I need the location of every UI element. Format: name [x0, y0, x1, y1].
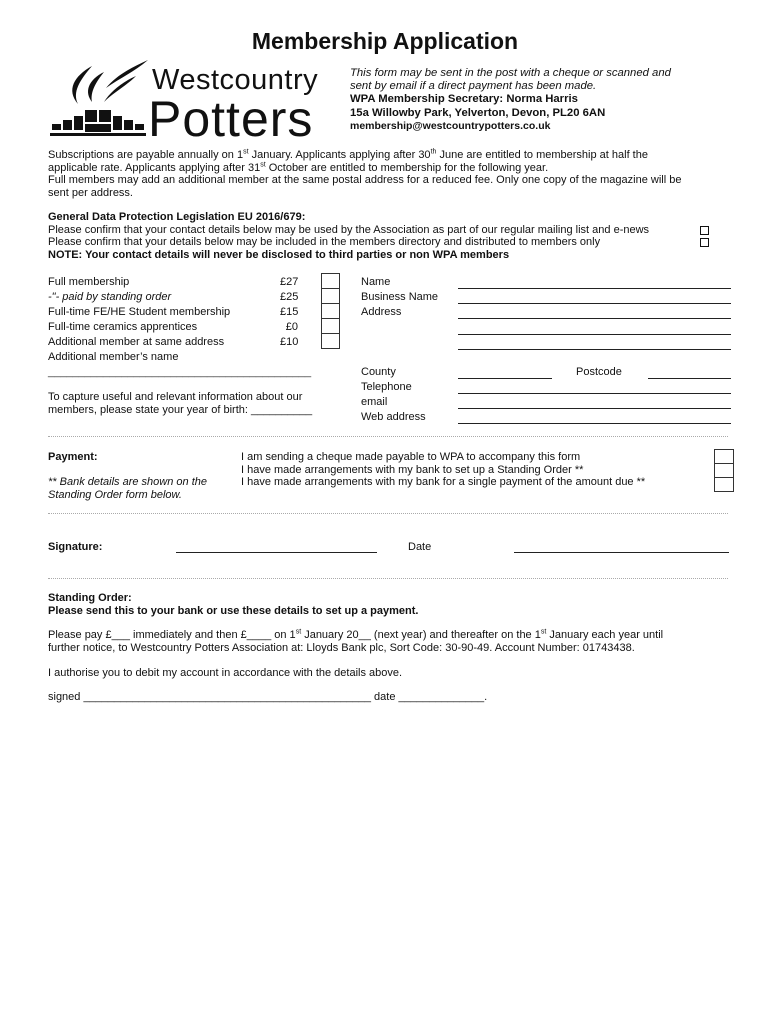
- birth-year-question: To capture useful and relevant information about our members, please state your year of birth: __________: [48, 391, 313, 416]
- gdpr-consent-directory: Please confirm that your details below may be included in the members directory and distributed to members only: [48, 236, 601, 248]
- standing-order-heading-block: [48, 592, 418, 617]
- payment-heading: Payment:: [48, 451, 98, 463]
- payment-option-standing-order: I have made arrangements with my bank to set up a Standing Order **: [241, 463, 584, 476]
- payment-options: [241, 451, 645, 489]
- standing-order-instruction: Please pay £___ immediately and then £____ on 1st January 20__ (next year) and thereafter on the 1st January each year until further notice, to Westcountry Potters Association at: Lloyds Bank plc, Sort Code: 30-90-49. Account Number: 01743438.: [48, 628, 664, 654]
- gdpr-section: [48, 211, 728, 261]
- web-address-field[interactable]: [458, 423, 731, 424]
- page-title: Membership Application: [251, 28, 519, 54]
- telephone-label: Telephone: [361, 381, 412, 393]
- secretary-name: WPA Membership Secretary: Norma Harris: [350, 93, 578, 106]
- fee-price: £15: [280, 306, 299, 318]
- payment-standing-order-checkbox[interactable]: [714, 463, 734, 478]
- fee-checkbox-standing-order[interactable]: [321, 288, 340, 304]
- signature-field[interactable]: [176, 552, 377, 553]
- logo-word-potters: Potters: [148, 91, 314, 147]
- address-field-line[interactable]: [458, 318, 731, 319]
- standing-order-authorise: I authorise you to debit my account in accordance with the details above.: [48, 667, 403, 679]
- fee-checkbox-student[interactable]: [321, 303, 340, 319]
- payment-bank-note: ** Bank details are shown on the Standing Order form below.: [48, 476, 207, 501]
- email-label: email: [361, 396, 388, 408]
- fee-price: £10: [280, 336, 299, 348]
- fee-checkbox-full[interactable]: [321, 273, 340, 289]
- address-field-line[interactable]: [458, 334, 731, 335]
- flame-shape: [72, 66, 92, 104]
- payment-option-cheque: I am sending a cheque made payable to WPA to accompany this form: [241, 451, 581, 463]
- postcode-field[interactable]: [648, 378, 731, 379]
- birth-year-field[interactable]: members, please state your year of birth: __________: [48, 403, 313, 416]
- standing-order-subheading: Please send this to your bank or use these details to set up a payment.: [48, 604, 419, 617]
- logo-word-westcountry: Westcountry: [152, 64, 319, 96]
- instructions-line: sent by email if a direct payment has been made.: [350, 80, 597, 93]
- date-field[interactable]: [514, 552, 729, 553]
- web-address-label: Web address: [361, 411, 426, 423]
- fee-label: Full-time FE/HE Student membership: [48, 306, 231, 318]
- fee-price: £25: [280, 291, 299, 303]
- additional-member-name-field[interactable]: ___________________________________________: [48, 366, 312, 378]
- gdpr-consent-mailing: Please confirm that your contact details below may be used by the Association as part of our regular mailing list and e-news: [48, 223, 650, 236]
- standing-order-heading: Standing Order:: [48, 592, 132, 604]
- postcode-label: Postcode: [576, 366, 622, 378]
- business-name-label: Business Name: [361, 291, 439, 303]
- email-field[interactable]: [458, 408, 731, 409]
- flame-shape: [88, 72, 104, 102]
- name-field[interactable]: [458, 288, 731, 289]
- subscriptions-paragraph: Subscriptions are payable annually on 1st January. Applicants applying after 30th June are entitled to membership at half the applicable rate. Applicants applying after 31st October are entitled to membership for the following year. Full members may add an additional member at the same postal address for a reduced fee. Only one copy of the magazine will be sent per address.: [48, 148, 682, 199]
- business-name-field[interactable]: [458, 303, 731, 304]
- gdpr-directory-checkbox[interactable]: [700, 238, 709, 247]
- telephone-field[interactable]: [458, 393, 731, 394]
- payment-cheque-checkbox[interactable]: [714, 449, 734, 464]
- standing-order-signed-line[interactable]: signed _______________________________________________ date ______________.: [48, 691, 488, 703]
- fee-price: £0: [285, 321, 298, 333]
- date-label: Date: [408, 541, 432, 553]
- gdpr-heading: General Data Protection Legislation EU 2016/679:: [48, 211, 306, 223]
- gdpr-mailing-checkbox[interactable]: [700, 226, 709, 235]
- payment-option-single: I have made arrangements with my bank for a single payment of the amount due **: [241, 476, 646, 489]
- payment-single-checkbox[interactable]: [714, 477, 734, 492]
- county-label: County: [361, 366, 396, 378]
- fee-label: Full-time ceramics apprentices: [48, 321, 198, 333]
- section-divider: [48, 436, 728, 437]
- secretary-address: 15a Willowby Park, Yelverton, Devon, PL20 6AN: [350, 106, 606, 119]
- address-label: Address: [361, 306, 402, 318]
- flame-shape: [104, 76, 136, 102]
- address-field-line[interactable]: [458, 349, 731, 350]
- fee-checkbox-additional[interactable]: [321, 333, 340, 349]
- fee-label: -"- paid by standing order: [48, 291, 172, 303]
- signature-label: Signature:: [48, 541, 103, 553]
- section-divider: [48, 513, 728, 514]
- header-info: [350, 67, 671, 133]
- fee-price: £27: [280, 276, 299, 288]
- county-field[interactable]: [458, 378, 552, 379]
- fee-label: Full membership: [48, 276, 130, 288]
- section-divider: [48, 578, 728, 579]
- name-label: Name: [361, 276, 391, 288]
- fee-checkbox-apprentice[interactable]: [321, 318, 340, 334]
- gdpr-note: NOTE: Your contact details will never be disclosed to third parties or non WPA members: [48, 248, 510, 261]
- additional-member-name-label: Additional member’s name: [48, 351, 179, 363]
- instructions-line: This form may be sent in the post with a cheque or scanned and: [350, 67, 671, 79]
- secretary-email: membership@westcountrypotters.co.uk: [350, 119, 551, 132]
- fee-label: Additional member at same address: [48, 336, 225, 348]
